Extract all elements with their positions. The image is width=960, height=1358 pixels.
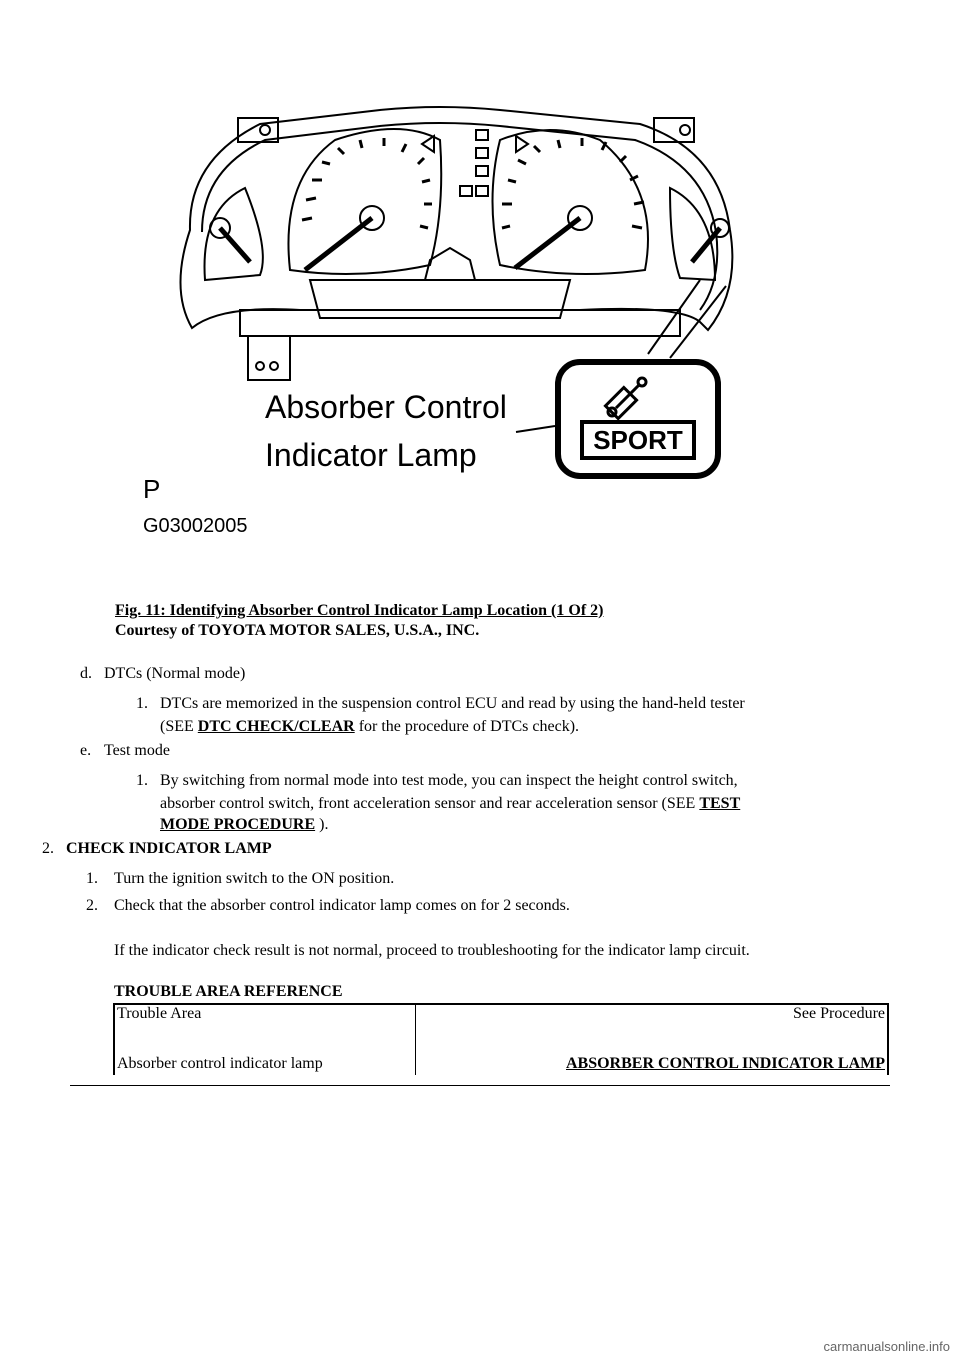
corner-letter: P — [143, 474, 161, 504]
table-header-row — [114, 1004, 888, 1033]
step-d1-line2 — [160, 716, 579, 737]
callout-label-line1: Absorber Control — [265, 389, 507, 425]
step-e1-suffix: ). — [315, 816, 329, 833]
step-e1-prefix: absorber control switch, front acceleration sensor and rear acceleration sensor (SEE — [160, 795, 700, 812]
step-d-marker: d. — [80, 665, 92, 682]
trouble-area-table — [113, 1003, 889, 1075]
test-mode-link-part1[interactable]: TEST — [699, 795, 741, 812]
figure-caption — [115, 601, 603, 641]
step-d1-line1: DTCs are memorized in the suspension control ECU and read by using the hand-held tester — [160, 695, 745, 712]
bottom-divider — [70, 1085, 890, 1086]
step-d1-number: 1. — [136, 695, 148, 712]
section-2-step1-text: Turn the ignition switch to the ON position. — [114, 870, 395, 887]
table-title: TROUBLE AREA REFERENCE — [114, 983, 343, 1000]
figure-caption-title: Fig. 11: Identifying Absorber Control Indicator Lamp Location (1 Of 2) — [115, 602, 604, 619]
shock-absorber-icon — [605, 378, 646, 419]
sport-text: SPORT — [593, 425, 683, 455]
absorber-control-indicator-lamp-link[interactable]: ABSORBER CONTROL INDICATOR LAMP — [565, 1055, 885, 1072]
header-trouble-area: Trouble Area — [114, 1004, 416, 1033]
step-e1-number: 1. — [136, 772, 148, 789]
section-2-step1-number: 1. — [86, 870, 98, 887]
step-e1-line2 — [160, 793, 740, 814]
step-e1-line1: By switching from normal mode into test mode, you can inspect the height control switch, — [160, 772, 738, 789]
test-mode-link-part2[interactable]: MODE PROCEDURE — [160, 816, 316, 833]
cell-trouble-area: Absorber control indicator lamp — [114, 1033, 416, 1075]
cell-see-procedure — [416, 1033, 889, 1075]
step-d1-suffix: for the procedure of DTCs check). — [354, 718, 580, 735]
header-see-procedure: See Procedure — [416, 1004, 889, 1033]
dtc-check-clear-link[interactable]: DTC CHECK/CLEAR — [197, 718, 355, 735]
step-e-title: Test mode — [104, 742, 170, 759]
figure-code: G03002005 — [143, 515, 248, 537]
table-row — [114, 1033, 888, 1075]
step-e1-line3 — [160, 814, 328, 835]
step-e-marker: e. — [80, 742, 92, 759]
step-d-title: DTCs (Normal mode) — [104, 665, 246, 682]
step-d1-prefix: (SEE — [160, 718, 198, 735]
section-2-title: CHECK INDICATOR LAMP — [66, 840, 272, 857]
section-2-step2-text: Check that the absorber control indicator lamp comes on for 2 seconds. — [114, 897, 570, 914]
callout-label-line2: Indicator Lamp — [265, 437, 477, 473]
watermark: carmanualsonline.info — [823, 1339, 950, 1354]
section-2-note: If the indicator check result is not normal, proceed to troubleshooting for the indicator lamp circuit. — [114, 942, 750, 959]
section-2-number: 2. — [42, 840, 54, 857]
instrument-cluster-illustration — [140, 100, 740, 540]
section-2-step2-number: 2. — [86, 897, 98, 914]
figure-courtesy: Courtesy of TOYOTA MOTOR SALES, U.S.A., INC. — [115, 622, 480, 639]
